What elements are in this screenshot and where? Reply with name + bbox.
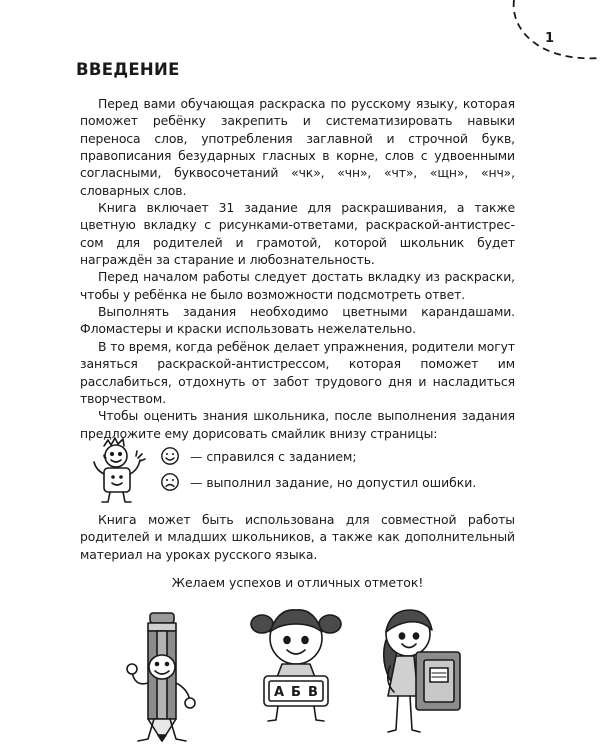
paragraph: Книга включает 31 задание для раскрашивания, а также цветную вкладку с рисунками-ответами, раскраской-антистрессом для родителей и грамотой, которой школьник будет награждён за старание и любознательность. [80, 200, 515, 268]
paragraph: Чтобы оценить знания школьника, после выполнения задания предложите ему дорисовать смайлик внизу страницы: [80, 408, 515, 441]
paragraph: Книга может быть использована для совместной работы родителей и младших школьников, а также как дополнительный материал на уроках русского языка. [80, 512, 515, 562]
board-letter: В [308, 685, 318, 700]
smiley-legend [90, 434, 510, 504]
paragraph: В то время, когда ребёнок делает упражнения, родители могут заняться раскраской-антистрессом, которая поможет им расслабиться, отдохнуть от забот трудового дня и насладиться творчеством. [80, 338, 515, 406]
legend-row [160, 471, 476, 493]
legend-text: — выполнил задание, но допустил ошибки. [190, 474, 477, 490]
pencil-character-illustration [124, 607, 202, 745]
board-letter: А [273, 685, 285, 700]
smiley-sad-icon [160, 472, 180, 492]
closing-text [80, 511, 515, 563]
girl-with-notebook-illustration [374, 604, 466, 738]
page-number: 1 [545, 31, 555, 46]
board-letter: Б [291, 685, 301, 700]
paragraph: Выполнять задания необходимо цветными карандашами. Фломастеры и краски использовать нежелательно. [80, 304, 515, 337]
wish-line: Желаем успехов и отличных отметок! [171, 575, 424, 590]
legend-row [160, 445, 357, 467]
legend-text: — справился с заданием; [190, 448, 357, 464]
paragraph: Перед вами обучающая раскраска по русскому языку, которая поможет ребёнку закрепить и систематизировать навыки переноса слов, употребления заглавной и строчной букв, правописания безударных гласных в корне, слов с удвоенными согласными, буквосочетаний «чк», «чн», «чт», «щн», «нч», словарных слов. [80, 96, 515, 198]
smiley-happy-icon [160, 446, 180, 466]
intro-text [80, 95, 515, 442]
boy-illustration [90, 434, 146, 506]
page-title: ВВЕДЕНИЕ [76, 60, 180, 79]
paragraph: Перед началом работы следует достать вкладку из раскраски, чтобы у ребёнка не было возможности подсмотреть ответ. [80, 269, 515, 302]
girl-with-board-illustration [246, 602, 346, 726]
